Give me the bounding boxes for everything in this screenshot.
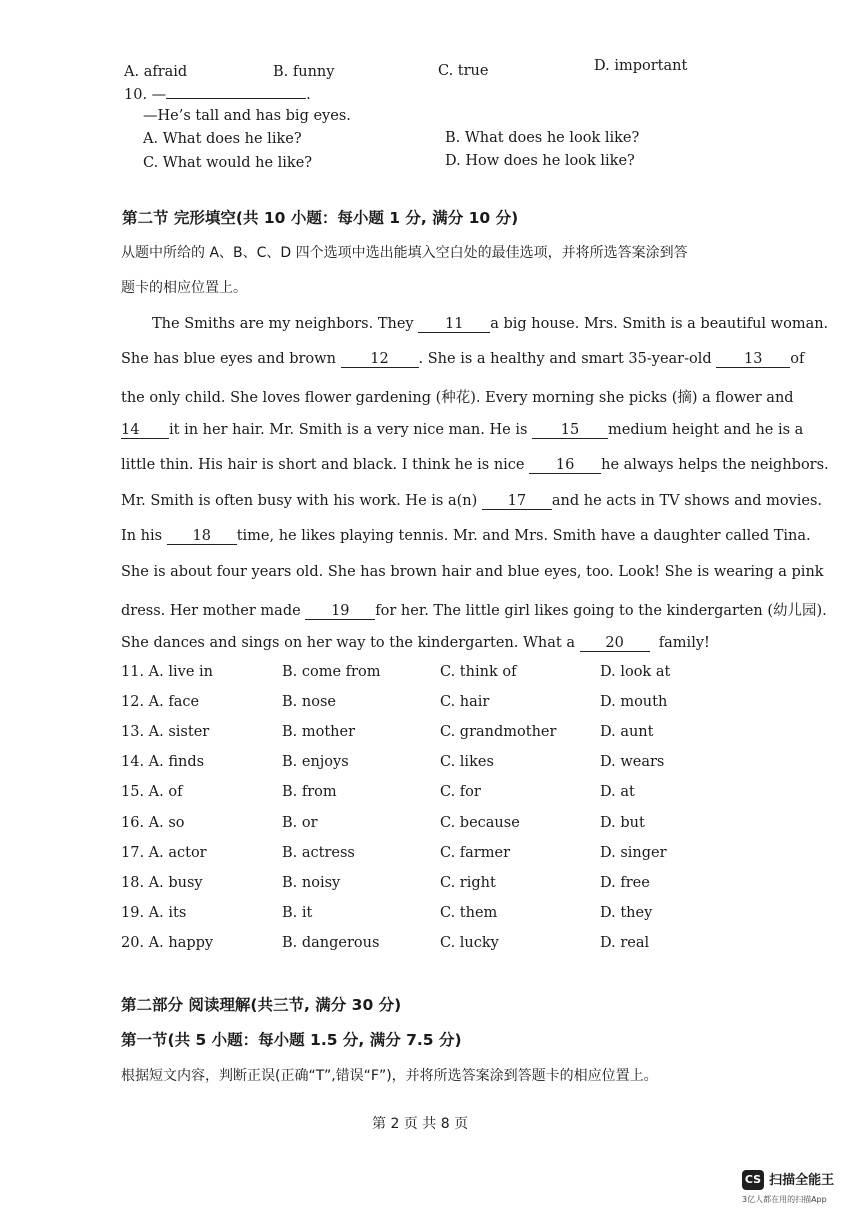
option-16-c: C. because <box>440 815 520 831</box>
part2-title: 第二部分 阅读理解(共三节, 满分 30 分) <box>121 996 402 1014</box>
blank-20: 20 <box>580 635 650 652</box>
option-13-d: D. aunt <box>600 724 654 740</box>
passage-text: for her. The little girl likes going to the kindergarten (幼儿园). <box>375 603 827 619</box>
option-11-b: B. come from <box>282 664 381 680</box>
option-11-c: C. think of <box>440 664 517 680</box>
scanner-tagline: 3亿人都在用的扫描App <box>742 1195 827 1204</box>
passage-line-10 <box>121 635 710 652</box>
q10-stem-prefix: 10. — <box>124 87 167 103</box>
q10-option-b: B. What does he look like? <box>445 130 640 146</box>
option-19-a: 19. A. its <box>121 905 187 921</box>
option-13-b: B. mother <box>282 724 356 740</box>
q9-option-a: A. afraid <box>124 64 188 80</box>
option-18-d: D. free <box>600 875 650 891</box>
option-14-a: 14. A. finds <box>121 754 205 770</box>
option-11-a: 11. A. live in <box>121 664 213 680</box>
option-14-c: C. likes <box>440 754 494 770</box>
blank-11: 11 <box>418 316 490 333</box>
q10-stem <box>124 87 311 103</box>
passage-text: of <box>790 351 805 367</box>
passage-text: dress. Her mother made <box>121 603 306 619</box>
option-12-a: 12. A. face <box>121 694 200 710</box>
option-17-d: D. singer <box>600 845 667 861</box>
blank-18: 18 <box>167 528 237 545</box>
passage-text: little thin. His hair is short and black. I think he is nice <box>121 457 530 473</box>
option-20-d: D. real <box>600 935 650 951</box>
passage-text: The Smiths are my neighbors. They <box>152 316 419 332</box>
q10-stem-suffix: . <box>306 87 311 103</box>
option-15-b: B. from <box>282 784 337 800</box>
part2-subtitle: 第一节(共 5 小题：每小题 1.5 分, 满分 7.5 分) <box>121 1031 462 1049</box>
option-18-a: 18. A. busy <box>121 875 203 891</box>
passage-text: he always helps the neighbors. <box>601 457 829 473</box>
q10-option-d: D. How does he look like? <box>445 153 635 169</box>
option-17-a: 17. A. actor <box>121 845 207 861</box>
passage-line-5 <box>121 457 829 474</box>
option-13-c: C. grandmother <box>440 724 557 740</box>
page-number: 第 2 页 共 8 页 <box>372 1116 469 1132</box>
scanner-brand: 扫描全能王 <box>769 1173 835 1188</box>
passage-text: and he acts in TV shows and movies. <box>551 493 823 509</box>
option-12-d: D. mouth <box>600 694 668 710</box>
section2-title: 第二节 完形填空(共 10 小题：每小题 1 分, 满分 10 分) <box>122 209 519 227</box>
blank-12: 12 <box>341 351 419 368</box>
option-17-b: B. actress <box>282 845 355 861</box>
passage-line-9 <box>121 599 827 620</box>
section2-instruction-line1: 从题中所给的 A、B、C、D 四个选项中选出能填入空白处的最佳选项，并将所选答案涂到答 <box>121 245 688 261</box>
passage-text: medium height and he is a <box>608 422 804 438</box>
q10-option-c: C. What would he like? <box>143 155 313 171</box>
option-20-c: C. lucky <box>440 935 499 951</box>
option-16-d: D. but <box>600 815 645 831</box>
option-17-c: C. farmer <box>440 845 511 861</box>
q10-reply: —He’s tall and has big eyes. <box>143 108 351 124</box>
blank-19: 19 <box>305 603 375 620</box>
option-15-d: D. at <box>600 784 635 800</box>
passage-text: Mr. Smith is often busy with his work. He is a(n) <box>121 493 482 509</box>
passage-text: . She is a healthy and smart 35-year-old <box>418 351 717 367</box>
blank-14: 14 <box>121 422 169 439</box>
option-20-a: 20. A. happy <box>121 935 214 951</box>
option-16-a: 16. A. so <box>121 815 185 831</box>
option-19-c: C. them <box>440 905 498 921</box>
blank-16: 16 <box>529 457 601 474</box>
passage-line-1 <box>152 316 828 333</box>
passage-text: a big house. Mrs. Smith is a beautiful woman. <box>490 316 829 332</box>
option-15-a: 15. A. of <box>121 784 183 800</box>
option-20-b: B. dangerous <box>282 935 380 951</box>
option-11-d: D. look at <box>600 664 671 680</box>
passage-text: She dances and sings on her way to the kindergarten. What a <box>121 635 580 651</box>
passage-text: family! <box>658 635 710 651</box>
blank-13: 13 <box>716 351 790 368</box>
option-19-b: B. it <box>282 905 313 921</box>
option-12-c: C. hair <box>440 694 490 710</box>
passage-text: it in her hair. Mr. Smith is a very nice man. He is <box>169 422 533 438</box>
option-18-b: B. noisy <box>282 875 341 891</box>
option-16-b: B. or <box>282 815 318 831</box>
q10-blank <box>166 98 306 99</box>
scanner-logo-icon: CS <box>742 1170 764 1190</box>
blank-15: 15 <box>532 422 608 439</box>
passage-line-7 <box>121 528 811 545</box>
passage-line-6 <box>121 493 822 510</box>
section2-instruction-line2: 题卡的相应位置上。 <box>121 280 247 296</box>
q9-option-b: B. funny <box>273 64 335 80</box>
passage-line-3: the only child. She loves flower gardening (种花). Every morning she picks (摘) a flower and <box>121 390 794 406</box>
option-19-d: D. they <box>600 905 653 921</box>
blank-17: 17 <box>482 493 552 510</box>
option-14-b: B. enjoys <box>282 754 349 770</box>
passage-line-4 <box>121 422 803 439</box>
option-12-b: B. nose <box>282 694 336 710</box>
option-14-d: D. wears <box>600 754 665 770</box>
passage-line-2 <box>121 351 804 368</box>
passage-text: In his <box>121 528 167 544</box>
passage-text: She has blue eyes and brown <box>121 351 341 367</box>
option-18-c: C. right <box>440 875 496 891</box>
option-15-c: C. for <box>440 784 481 800</box>
passage-line-8: She is about four years old. She has brown hair and blue eyes, too. Look! She is wearing a pink <box>121 564 824 580</box>
q10-option-a: A. What does he like? <box>143 131 302 147</box>
passage-text: time, he likes playing tennis. Mr. and Mrs. Smith have a daughter called Tina. <box>236 528 811 544</box>
option-13-a: 13. A. sister <box>121 724 210 740</box>
q9-option-d: D. important <box>594 58 688 74</box>
scanner-watermark <box>742 1168 834 1190</box>
part2-instruction: 根据短文内容，判断正误(正确“T”,错误“F”)，并将所选答案涂到答题卡的相应位置上。 <box>121 1068 658 1084</box>
q9-option-c: C. true <box>438 63 489 79</box>
